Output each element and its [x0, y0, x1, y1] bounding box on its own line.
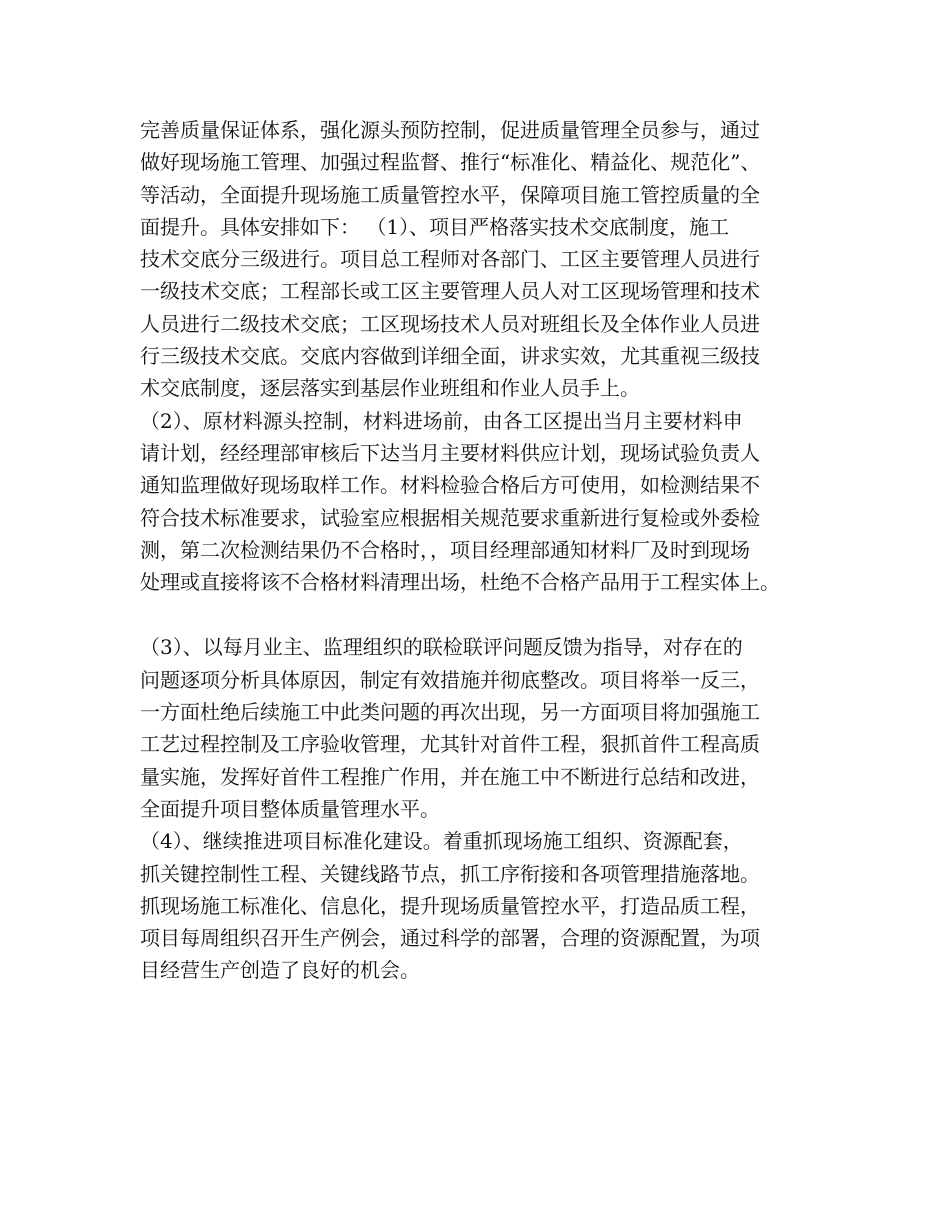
text-line: 等活动，全面提升现场施工质量管控水平，保障项目施工管控质量的全 [140, 182, 760, 207]
text-line: 工艺过程控制及工序验收管理，尤其针对首件工程，狠抓首件工程高质 [140, 732, 760, 757]
text-line: 量实施，发挥好首件工程推广作用，并在施工中不断进行总结和改进， [140, 764, 760, 789]
text-line: 抓关键控制性工程、关键线路节点，抓工序衔接和各项管理措施落地。 [140, 861, 760, 886]
paragraph-gap [140, 598, 840, 631]
text-line: 通知监理做好现场取样工作。材料检验合格后方可使用，如检测结果不 [140, 473, 760, 498]
document-body [140, 114, 840, 987]
text-line: 行三级技术交底。交底内容做到详细全面，讲求实效，尤其重视三级技 [140, 344, 760, 369]
text-line: 符合技术标准要求，试验室应根据相关规范要求重新进行复检或外委检 [140, 505, 760, 530]
text-line: 项目每周组织召开生产例会，通过科学的部署，合理的资源配置，为项 [140, 926, 760, 951]
text-line: 一方面杜绝后续施工中此类问题的再次出现，另一方面项目将加强施工 [140, 700, 760, 725]
text-line: 处理或直接将该不合格材料清理出场，杜绝不合格产品用于工程实体上。 [140, 570, 780, 595]
text-line: 请计划，经经理部审核后下达当月主要材料供应计划，现场试验负责人 [140, 440, 760, 465]
text-line: （4）、继续推进项目标准化建设。着重抓现场施工组织、资源配套， [140, 829, 743, 854]
text-line: 技术交底分三级进行。项目总工程师对各部门、工区主要管理人员进行 [140, 247, 760, 272]
text-line: 人员进行二级技术交底；工区现场技术人员对班组长及全体作业人员进 [140, 311, 760, 336]
text-line: 术交底制度，逐层落实到基层作业班组和作业人员手上。 [140, 376, 640, 401]
text-line: （3）、以每月业主、监理组织的联检联评问题反馈为指导，对存在的 [140, 635, 743, 660]
text-line: 问题逐项分析具体原因，制定有效措施并彻底整改。项目将举一反三， [140, 667, 760, 692]
text-line: 全面提升项目整体质量管理水平。 [140, 796, 440, 821]
text-line: 面提升。具体安排如下： （1）、项目严格落实技术交底制度，施工 [140, 214, 730, 239]
text-line: 一级技术交底；工程部长或工区主要管理人员人对工区现场管理和技术 [140, 279, 760, 304]
text-line: 做好现场施工管理、加强过程监督、推行“标准化、精益化、规范化”、 [140, 150, 761, 175]
text-line: 目经营生产创造了良好的机会。 [140, 958, 420, 983]
text-line: （2）、原材料源头控制，材料进场前，由各工区提出当月主要材料申 [140, 408, 743, 433]
text-line: 抓现场施工标准化、信息化，提升现场质量管控水平，打造品质工程， [140, 893, 760, 918]
text-line: 完善质量保证体系，强化源头预防控制，促进质量管理全员参与，通过 [140, 118, 760, 142]
text-line: 测，第二次检测结果仍不合格时，，项目经理部通知材料厂及时到现场 [140, 537, 750, 562]
